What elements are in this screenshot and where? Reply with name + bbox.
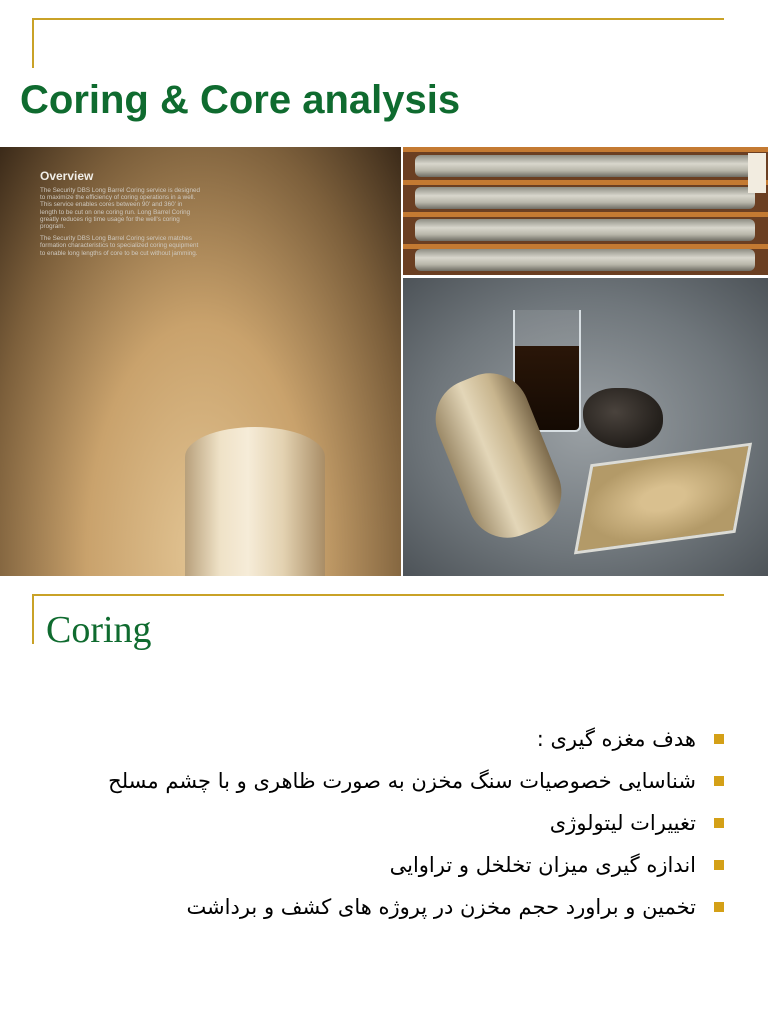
core-box-rail — [403, 180, 768, 185]
core-sample-photo — [0, 147, 401, 576]
list-item — [26, 718, 726, 760]
slide-2-title: Coring — [46, 609, 152, 651]
core-box-rail — [403, 212, 768, 217]
core-box-label — [748, 153, 766, 193]
list-item — [26, 886, 726, 928]
dark-rock-sample — [583, 388, 663, 448]
frame-left-line — [32, 594, 34, 644]
core-cylinder — [185, 427, 325, 576]
core-box-photo — [403, 147, 768, 275]
core-box-row — [415, 155, 755, 177]
bullet-text: شناسایی خصوصیات سنگ مخزن به صورت ظاهری و با چشم مسلح — [108, 769, 696, 793]
list-item — [26, 802, 726, 844]
bullet-list — [26, 718, 726, 928]
frame-top-line — [32, 594, 724, 596]
square-bullet-icon — [714, 818, 724, 828]
core-box-row — [415, 219, 755, 241]
bullet-text: تغییرات لیتولوژی — [549, 811, 696, 835]
list-item — [26, 760, 726, 802]
square-bullet-icon — [714, 902, 724, 912]
core-box-row — [415, 187, 755, 209]
frame-left-line — [32, 18, 34, 68]
core-box-rail — [403, 147, 768, 152]
overview-heading: Overview — [40, 169, 94, 183]
frame-top-line — [32, 18, 724, 20]
overview-text-block — [40, 169, 200, 262]
square-bullet-icon — [714, 734, 724, 744]
bullet-text: تخمین و براورد حجم مخزن در پروژه های کشف و برداشت — [186, 895, 696, 919]
overview-paragraph: The Security DBS Long Barrel Coring service is designed to maximize the efficiency of coring operations in a well. This service enables cores between 90' and 360' in length to be cut on one coring run. Long Barrel Coring greatly reduces rig time usage for the well's coring program. — [40, 187, 200, 231]
bullet-text: اندازه گیری میزان تخلخل و تراوایی — [389, 853, 696, 877]
square-bullet-icon — [714, 860, 724, 870]
bullet-text: هدف مغزه گیری : — [536, 727, 696, 751]
sand-tray — [574, 443, 752, 555]
overview-paragraph: The Security DBS Long Barrel Coring service matches formation characteristics to specialized coring equipment to enable long lengths of core to be cut without jamming. — [40, 235, 199, 257]
core-box-row — [415, 249, 755, 271]
square-bullet-icon — [714, 776, 724, 786]
core-analysis-samples-photo — [403, 278, 768, 576]
list-item — [26, 844, 726, 886]
slide-1-title: Coring & Core analysis — [20, 78, 461, 122]
